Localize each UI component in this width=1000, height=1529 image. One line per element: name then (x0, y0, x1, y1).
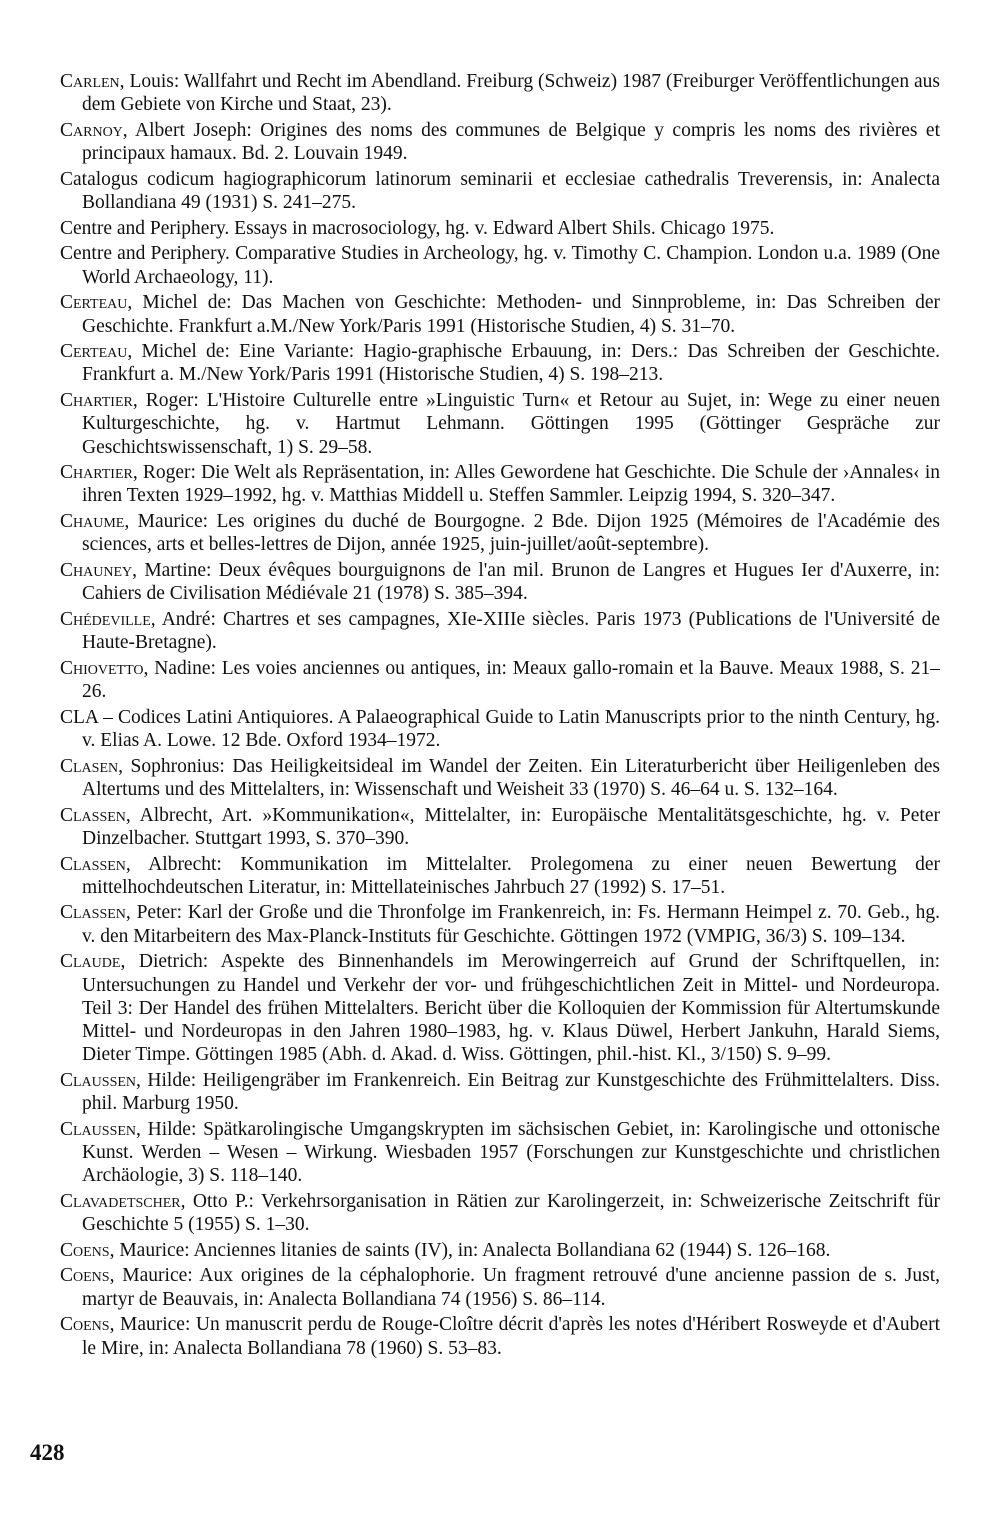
entry-author: Classen (60, 804, 126, 826)
entry-author: Chiovetto (60, 657, 144, 679)
bibliography-entry (60, 657, 940, 703)
entry-author: Coens (60, 1265, 110, 1287)
bibliography-entry (60, 340, 940, 386)
entry-author: Chartier (60, 462, 133, 484)
bibliography-entry (60, 706, 940, 752)
bibliography-entry (60, 853, 940, 899)
entry-text: , Otto P.: Verkehrsorganisation in Rätien zur Karolingerzeit, in: Schweizerische Zeitschrift für Geschichte 5 (1955) S. 1–30. (82, 1190, 940, 1236)
entry-text: Centre and Periphery. Essays in macrosociology, hg. v. Edward Albert Shils. Chicago 1975. (60, 217, 775, 239)
bibliography-entry (60, 217, 940, 240)
bibliography-entry (60, 1069, 940, 1115)
bibliography-entry (60, 168, 940, 214)
page-number: 428 (30, 1440, 65, 1465)
entry-text: , Sophronius: Das Heiligkeitsideal im Wandel der Zeiten. Ein Literaturbericht über Heiligenleben des Altertums und des Mittelalters, in: Wissenschaft und Weisheit 33 (1970) S. 46–64 u. S. 132–164. (82, 755, 940, 800)
entry-text: , Maurice: Aux origines de la céphalophorie. Un fragment retrouvé d'une ancienne passion de s. Just, martyr de Beauvais, in: Analecta Bollandiana 74 (1956) S. 86–114. (82, 1265, 940, 1310)
bibliography-entry (60, 1239, 940, 1262)
entry-text: Catalogus codicum hagiographicorum latinorum seminarii et ecclesiae cathedralis Treverensis, in: Analecta Bollandiana 49 (1931) S. 241–275. (60, 168, 940, 214)
entry-author: Chaume (60, 511, 125, 533)
entry-author: Coens (60, 1239, 110, 1261)
bibliography-entry (60, 510, 940, 556)
entry-author: Claude (60, 951, 121, 973)
entry-text: , Maurice: Un manuscrit perdu de Rouge-Cloître décrit d'après les notes d'Héribert Rosweyde et d'Aubert le Mire, in: Analecta Bollandiana 78 (1960) S. 53–83. (82, 1314, 940, 1359)
entry-author: Clasen (60, 755, 119, 777)
entry-text: , Nadine: Les voies anciennes ou antiques, in: Meaux gallo-romain et la Bauve. Meaux 1988, S. 21–26. (82, 657, 940, 703)
bibliography-entry (60, 461, 940, 507)
entry-author: Clavadetscher (60, 1190, 181, 1212)
entry-text: , Michel de: Das Machen von Geschichte: Methoden- und Sinnprobleme, in: Das Schreiben der Geschichte. Frankfurt a.M./New York/Paris 1991 (Historische Studien, 4) S. 31–70. (82, 292, 940, 337)
bibliography-entry (60, 70, 940, 116)
entry-text: , Albrecht: Kommunikation im Mittelalter. Prolegomena zu einer neuen Bewertung der mittelhochdeutschen Literatur, in: Mittellateinisches Jahrbuch 27 (1992) S. 17–51. (82, 853, 940, 898)
entry-author: Carnoy (60, 119, 123, 141)
bibliography-list (60, 70, 940, 1362)
bibliography-entry (60, 1264, 940, 1310)
bibliography-entry (60, 242, 940, 288)
bibliography-entry (60, 291, 940, 337)
entry-text: , Michel de: Eine Variante: Hagio-graphische Erbauung, in: Ders.: Das Schreiben der Geschichte. Frankfurt a. M./New York/Paris 1991 (Historische Studien, 4) S. 198–213. (82, 341, 940, 386)
entry-author: Chauney (60, 560, 133, 582)
entry-text: Centre and Periphery. Comparative Studies in Archeology, hg. v. Timothy C. Champion. London u.a. 1989 (One World Archaeology, 11). (60, 243, 940, 288)
entry-text: , Louis: Wallfahrt und Recht im Abendland. Freiburg (Schweiz) 1987 (Freiburger Veröffentlichungen aus dem Gebiete von Kirche und Staat, 23). (82, 71, 940, 116)
bibliography-entry (60, 608, 940, 654)
entry-text: , Peter: Karl der Große und die Thronfolge im Frankenreich, in: Fs. Hermann Heimpel z. 70. Geb., hg. v. den Mitarbeitern des Max-Planck-Instituts für Geschichte. Göttingen 1972 (VMPIG, 36/3) S. 109–134. (82, 902, 940, 947)
bibliography-entry (60, 950, 940, 1066)
entry-text: , Martine: Deux évêques bourguignons de l'an mil. Brunon de Langres et Hugues Ier d'Auxerre, in: Cahiers de Civilisation Médiévale 21 (1978) S. 385–394. (82, 560, 940, 605)
bibliography-entry (60, 389, 940, 459)
bibliography-entry (60, 901, 940, 947)
entry-text: , Roger: L'Histoire Culturelle entre »Linguistic Turn« et Retour au Sujet, in: Wege zu einer neuen Kulturgeschichte, hg. v. Hartmut Lehmann. Göttingen 1995 (Göttinger Gespräche zur Geschichtswissenschaft, 1) S. 29–58. (82, 390, 940, 458)
bibliography-entry (60, 804, 940, 850)
entry-text: , Hilde: Spätkarolingische Umgangskrypten im sächsischen Gebiet, in: Karolingische und ottonische Kunst. Werden – Wesen – Wirkung. Wiesbaden 1957 (Forschungen zur Kunstgeschichte und christlichen Archäologie, 3) S. 118–140. (82, 1118, 940, 1187)
entry-author: Classen (60, 902, 126, 924)
bibliography-entry (60, 1190, 940, 1236)
entry-text: , Albert Joseph: Origines des noms des communes de Belgique y compris les noms des rivières et principaux hamaux. Bd. 2. Louvain 1949. (82, 119, 940, 165)
entry-text: , André: Chartres et ses campagnes, XIe-XIIIe siècles. Paris 1973 (Publications de l'Université de Haute-Bretagne). (82, 608, 940, 654)
entry-text: CLA – Codices Latini Antiquiores. A Palaeographical Guide to Latin Manuscripts prior to the ninth Century, hg. v. Elias A. Lowe. 12 Bde. Oxford 1934–1972. (60, 706, 940, 751)
entry-author: Certeau (60, 341, 128, 363)
entry-text: , Maurice: Les origines du duché de Bourgogne. 2 Bde. Dijon 1925 (Mémoires de l'Académie des sciences, arts et belles-lettres de Dijon, année 1925, juin-juillet/août-septembre). (82, 511, 940, 556)
entry-text: , Roger: Die Welt als Repräsentation, in: Alles Gewordene hat Geschichte. Die Schule der ›Annales‹ in ihren Texten 1929–1992, hg. v. Matthias Middell u. Steffen Sammler. Leipzig 1994, S. 320–347. (82, 462, 940, 507)
entry-author: Chédeville (60, 608, 151, 630)
entry-text: , Hilde: Heiligengräber im Frankenreich. Ein Beitrag zur Kunstgeschichte des Frühmittelalters. Diss. phil. Marburg 1950. (82, 1069, 940, 1115)
entry-text: , Albrecht, Art. »Kommunikation«, Mittelalter, in: Europäische Mentalitätsgeschichte, hg. v. Peter Dinzelbacher. Stuttgart 1993, S. 370–390. (82, 804, 940, 849)
entry-author: Carlen (60, 71, 120, 92)
entry-author: Certeau (60, 292, 128, 314)
entry-author: Claussen (60, 1118, 137, 1140)
bibliography-entry (60, 559, 940, 605)
entry-author: Claussen (60, 1069, 137, 1091)
bibliography-entry (60, 119, 940, 165)
entry-text: , Maurice: Anciennes litanies de saints (IV), in: Analecta Bollandiana 62 (1944) S. 126–168. (109, 1239, 831, 1261)
entry-author: Coens (60, 1314, 110, 1336)
entry-text: , Dietrich: Aspekte des Binnenhandels im Merowingerreich auf Grund der Schriftquellen, in: Untersuchungen zu Handel und Verkehr der vor- und frühgeschichtlichen Zeit in Mittel- und Nordeuropa. Teil 3: Der Handel des frühen Mittelalters. Bericht über die Kolloquien der Kommission für Altertumskunde Mittel- und Nordeuropas in den Jahren 1980–1983, hg. v. Klaus Düwel, Herbert Jankuhn, Harald Siems, Dieter Timpe. Göttingen 1985 (Abh. d. Akad. d. Wiss. Göttingen, phil.-hist. Kl., 3/150) S. 9–99. (82, 951, 940, 1066)
bibliography-entry (60, 1313, 940, 1359)
bibliography-entry (60, 755, 940, 801)
entry-author: Chartier (60, 390, 133, 412)
bibliography-entry (60, 1118, 940, 1188)
entry-author: Classen (60, 853, 126, 875)
